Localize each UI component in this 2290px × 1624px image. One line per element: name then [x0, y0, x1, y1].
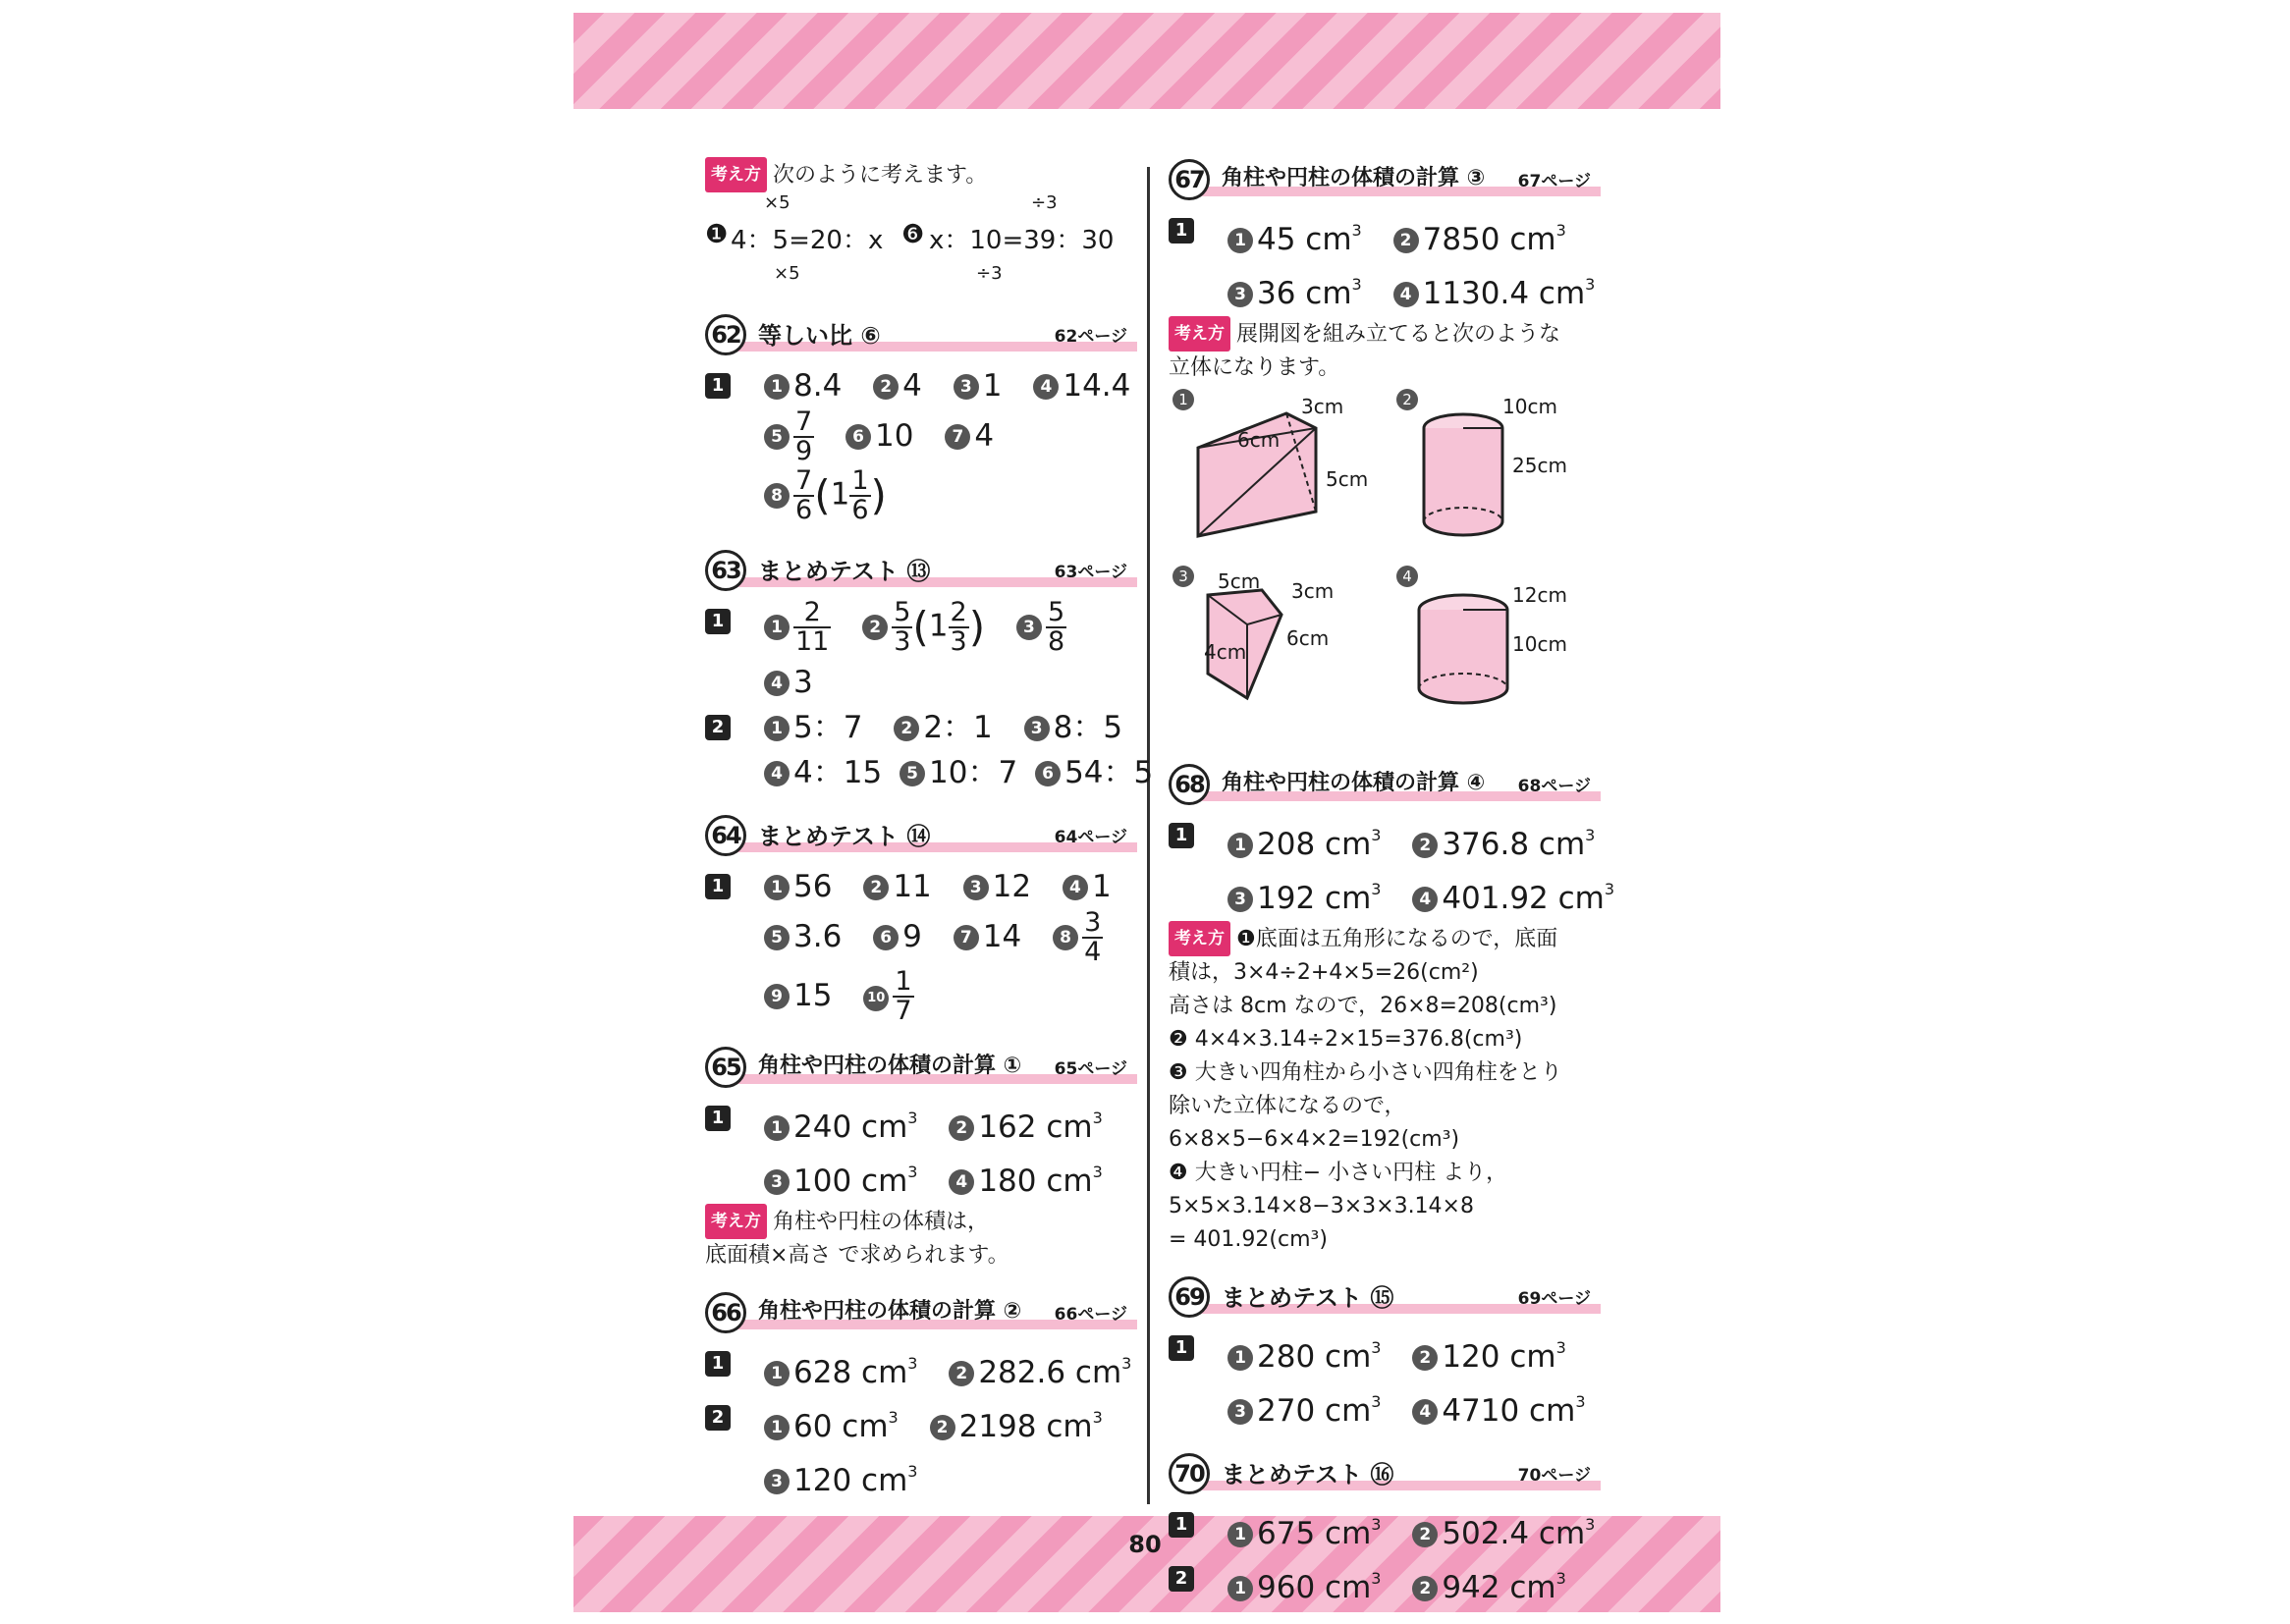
hint-note: 立体になります。 — [1169, 355, 1340, 380]
hint-note: 考え方 展開図を組み立てると次のような — [1169, 316, 1601, 352]
answer-row: 1 1 8.4 2 4 3 1 4 14.4 — [705, 363, 1137, 408]
answer-row: 1 1 675 $cm^3$ 2 502.4 $cm^3$ — [1169, 1502, 1601, 1556]
answer-row: 4 3 — [705, 660, 1137, 705]
hint-line: 考え方 次のように考えます。 — [705, 157, 1137, 192]
answer-row: 2 1 60 $cm^3$ 2 2198 $cm^3$ — [705, 1395, 1137, 1449]
explanation-line: 除いた立体になるので， — [1169, 1094, 1406, 1118]
section-header-68: 68 角柱や円柱の体積の計算 ④ 68ページ — [1169, 762, 1601, 807]
left-column — [705, 157, 1154, 1503]
hint-badge: 考え方 — [705, 157, 767, 192]
answer-row: 4 4：15 5 10：7 6 54：5 — [705, 750, 1137, 795]
answer-row: 1 1 628 $cm^3$ 2 282.6 $cm^3$ — [705, 1341, 1137, 1395]
hint-note: 考え方 角柱や円柱の体積は， — [705, 1204, 1137, 1239]
answer-row: 9 15 10 $\frac{1}{7}$ — [705, 968, 1137, 1027]
column-divider — [1147, 167, 1150, 1504]
answer-row: 3 192 $cm^3$ 4 401.92 $cm^3$ — [1169, 867, 1601, 921]
answer-row: 1 1 208 $cm^3$ 2 376.8 $cm^3$ — [1169, 813, 1601, 867]
section-title: 等しい比 ⑥ — [758, 322, 881, 350]
answer-row: 1 1 56 2 11 3 12 4 1 — [705, 864, 1137, 909]
section-header-65: 65 角柱や円柱の体積の計算 ① 65ページ — [705, 1045, 1137, 1090]
explanation-line: ❷ 4×4×3.14÷2×15=376.8(cm³) — [1169, 1027, 1523, 1052]
answer-row: 1 1 280 $cm^3$ 2 120 $cm^3$ — [1169, 1326, 1601, 1380]
solid-figures: 1 2 3 4 3cm 6cm 5cm 10cm 25cm 5cm 3cm 6cm 4cm 12cm 10cm — [1169, 389, 1601, 762]
answer-row: 2 1 5：7 2 2：1 3 8：5 — [705, 705, 1137, 750]
answer-row: 5 3.6 6 9 7 14 8 $\frac{3}{4}$ — [705, 909, 1137, 968]
answer-row: 8 $\frac{7}{6}$ (1 $\frac{1}{6}$ ) — [705, 467, 1137, 530]
answer-row: 5 $\frac{7}{9}$ 6 10 7 4 — [705, 408, 1137, 467]
page-number: 80 — [1128, 1531, 1162, 1558]
answer-row: 1 1 240 $cm^3$ 2 162 $cm^3$ — [705, 1096, 1137, 1150]
right-column — [1169, 157, 1615, 1610]
figure-number: 3 — [1172, 566, 1194, 587]
section-page-ref: 62ページ — [1054, 327, 1127, 347]
answer-row: 3 36 $cm^3$ 4 1130.4 $cm^3$ — [1169, 262, 1601, 316]
figure-number: 2 — [1396, 389, 1418, 410]
figure-number: 1 — [1172, 389, 1194, 410]
section-header-62 — [705, 312, 1137, 357]
section-number: 62 — [705, 314, 746, 355]
explanation-line: 6×8×5−6×4×2=192(cm³) — [1169, 1127, 1460, 1152]
explanation-line: 考え方 ❶底面は五角形になるので，底面 — [1169, 921, 1601, 956]
answer-row: 2 1 960 $cm^3$ 2 942 $cm^3$ — [1169, 1556, 1601, 1610]
explanation-line: ❸ 大きい四角柱から小さい四角柱をとり — [1169, 1060, 1562, 1085]
section-header-67: 67 角柱や円柱の体積の計算 ③ 67ページ — [1169, 157, 1601, 202]
explanation-line: ❹ 大きい円柱− 小さい円柱 より， — [1169, 1161, 1508, 1185]
explanation-line: 積は，3×4÷2+4×5=26(cm²) — [1169, 960, 1479, 985]
explanation-line: = 401.92(cm³) — [1169, 1227, 1328, 1252]
section-header-63: 63 まとめテスト ⑬ 63ページ — [705, 548, 1137, 593]
question-box: 1 — [705, 373, 731, 399]
answer-row: 3 270 $cm^3$ 4 4710 $cm^3$ — [1169, 1380, 1601, 1434]
section-header-69: 69 まとめテスト ⑮ 69ページ — [1169, 1274, 1601, 1320]
hint-note: 底面積×高さ で求められます。 — [705, 1243, 1009, 1268]
answer-row: 1 1 45 $cm^3$ 2 7850 $cm^3$ — [1169, 208, 1601, 262]
figure-number: 4 — [1396, 566, 1418, 587]
section-header-70: 70 まとめテスト ⑯ 70ページ — [1169, 1451, 1601, 1496]
section-header-66: 66 角柱や円柱の体積の計算 ② 66ページ — [705, 1290, 1137, 1335]
answer-row: 3 100 $cm^3$ 4 180 $cm^3$ — [705, 1150, 1137, 1204]
ratio-diagram: ×5 ❶ 4：5=20：x ×5 ÷3 ❻ x：10=39：30 ÷3 — [705, 192, 1115, 284]
answer-row: 1 1 $\frac{2}{11}$ 2 $\frac{5}{3}$ (1 $\frac{2}{3}$ ) 3 $\frac{5}{8}$ — [705, 599, 1137, 660]
explanation-line: 高さは 8cm なので，26×8=208(cm³) — [1169, 994, 1557, 1018]
explanation-line: 5×5×3.14×8−3×3×3.14×8 — [1169, 1194, 1474, 1218]
answer-row: 3 120 $cm^3$ — [705, 1449, 1137, 1503]
section-header-64: 64 まとめテスト ⑭ 64ページ — [705, 813, 1137, 858]
top-decorative-band — [573, 13, 1720, 109]
